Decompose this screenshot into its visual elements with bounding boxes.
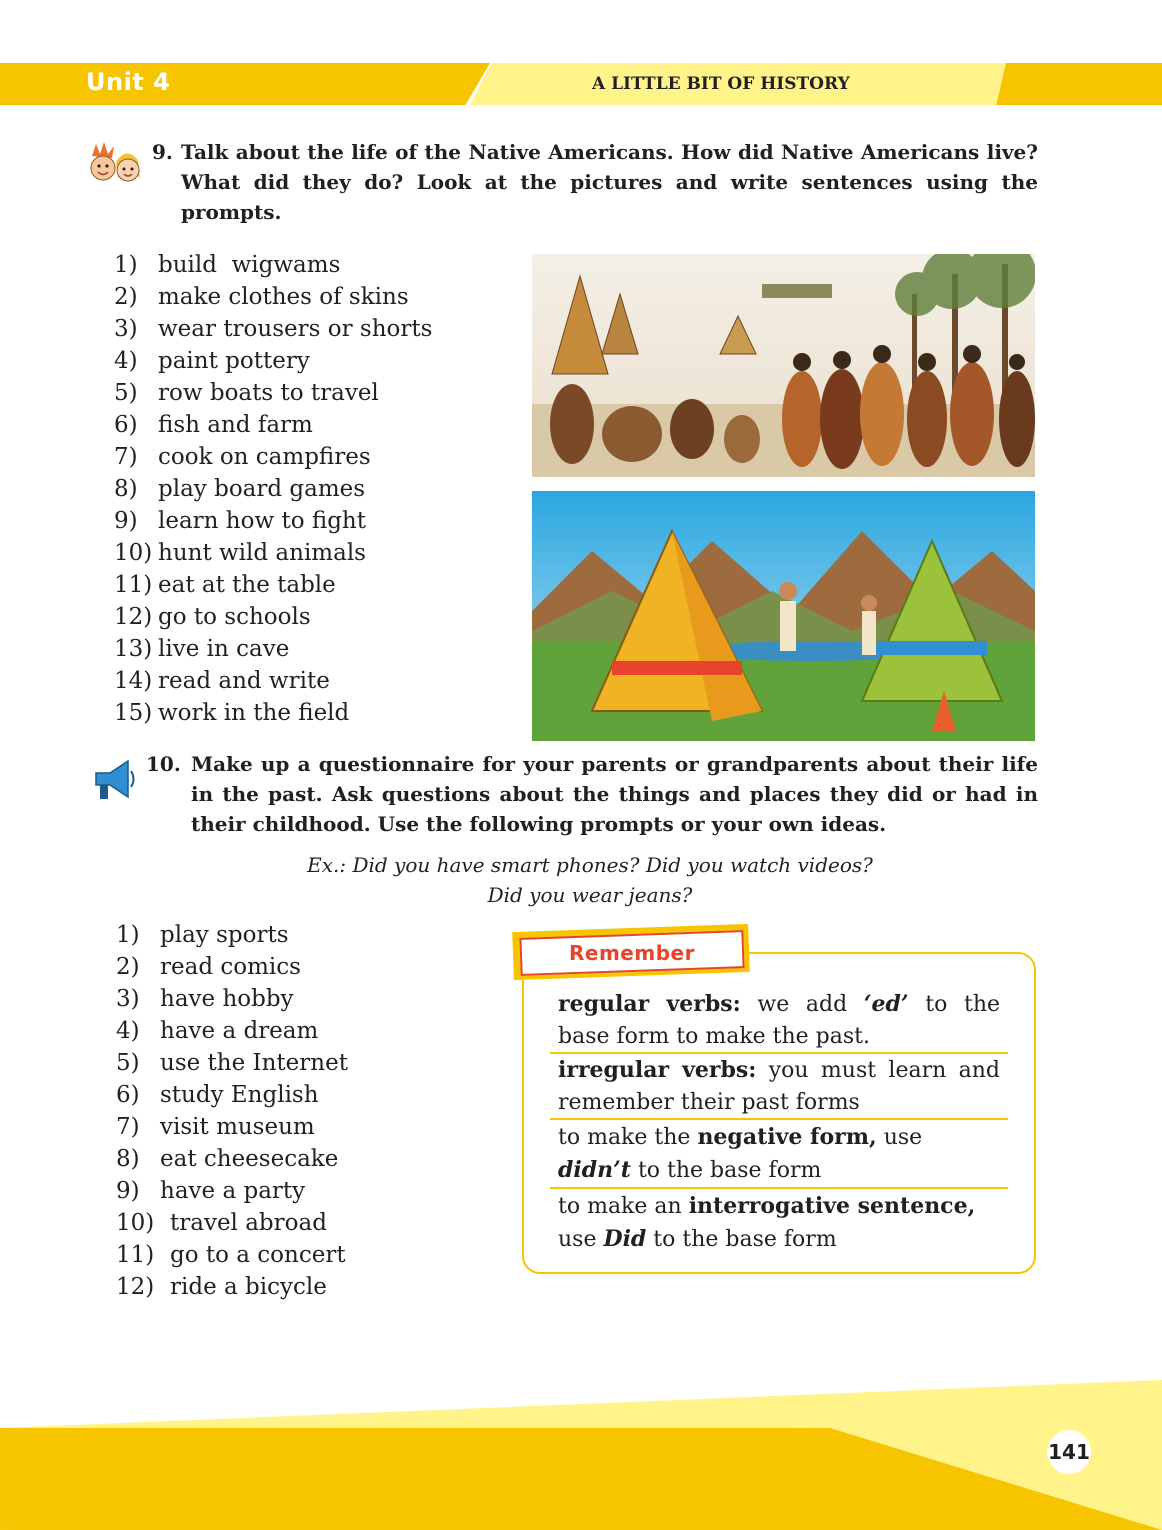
- list-item: [116, 1207, 348, 1239]
- remember-tab: [519, 930, 744, 976]
- rule-negative-form: [558, 1121, 1000, 1187]
- list-item-text: paint pottery: [158, 348, 310, 374]
- list-item-number: 13): [114, 636, 153, 662]
- rule-interrogative-end: to the base form: [646, 1227, 837, 1252]
- list-item-number: 4): [116, 1018, 140, 1044]
- example-line-2: Did you wear jeans?: [487, 883, 693, 907]
- list-item-number: 3): [116, 986, 140, 1012]
- unit-label: Unit 4: [86, 68, 171, 96]
- list-item-text: have hobby: [160, 986, 294, 1012]
- list-item-text: live in cave: [158, 636, 290, 662]
- list-item-text: study English: [160, 1082, 319, 1108]
- list-item-text: wear trousers or shorts: [158, 316, 433, 342]
- header-band-right: [996, 63, 1162, 105]
- rule-irregular-verbs: [558, 1054, 1000, 1119]
- exercise-10-instruction: Make up a questionnaire for your parents or grandparents about their life in the past. Ask questions about the things and places they did or had in their childhood. Use the following prompts or your own ideas.: [191, 752, 1038, 836]
- remember-label: Remember: [569, 941, 695, 966]
- list-item: [114, 313, 432, 345]
- list-item-text: eat at the table: [158, 572, 336, 598]
- list-item-number: 3): [114, 316, 138, 342]
- rule-negative-start: to make the: [558, 1125, 698, 1150]
- list-item: [114, 345, 432, 377]
- list-item-text: make clothes of skins: [158, 284, 409, 310]
- list-item-number: 5): [114, 380, 138, 406]
- list-item-number: 10): [116, 1210, 155, 1236]
- rule-regular-verbs-term: regular verbs:: [558, 991, 741, 1017]
- topic-title: A LITTLE BIT OF HISTORY: [592, 74, 850, 94]
- rule-regular-verbs-ending: ‘ed’: [863, 991, 909, 1017]
- exercise-9-instruction: Talk about the life of the Native Americans. How did Native Americans live? What did they do? Look at the pictures and write sentences using the prompts.: [181, 140, 1038, 224]
- list-item-number: 5): [116, 1050, 140, 1076]
- rule-irregular-verbs-term: irregular verbs:: [558, 1057, 757, 1083]
- list-item: [114, 537, 432, 569]
- list-item: [116, 1111, 348, 1143]
- list-item-number: 8): [114, 476, 138, 502]
- list-item-number: 12): [114, 604, 153, 630]
- list-item: [114, 441, 432, 473]
- list-item-number: 15): [114, 700, 153, 726]
- rule-irregular-verbs-text: you must learn and remember their past forms: [558, 1058, 1000, 1115]
- list-item-number: 7): [114, 444, 138, 470]
- rule-interrogative-term: interrogative sentence,: [688, 1193, 976, 1219]
- list-item: [114, 377, 432, 409]
- exercise-10-number: 10.: [146, 752, 181, 776]
- list-item-text: travel abroad: [170, 1210, 327, 1236]
- rule-regular-verbs: [558, 988, 1000, 1053]
- footer-band: [0, 1380, 1162, 1530]
- list-item-text: row boats to travel: [158, 380, 379, 406]
- list-item: [114, 249, 432, 281]
- list-item: [114, 633, 432, 665]
- header-band-left: [0, 63, 490, 105]
- list-item: [114, 665, 432, 697]
- list-item-number: 11): [114, 572, 153, 598]
- list-item-number: 8): [116, 1146, 140, 1172]
- list-item-number: 9): [116, 1178, 140, 1204]
- list-item: [116, 983, 348, 1015]
- list-item-text: ride a bicycle: [170, 1274, 327, 1300]
- list-item-number: 1): [114, 252, 138, 278]
- example-line-1: Ex.: Did you have smart phones? Did you watch videos?: [307, 853, 873, 877]
- list-item: [116, 1047, 348, 1079]
- list-item: [114, 409, 432, 441]
- list-item-text: have a party: [160, 1178, 306, 1204]
- rule-separator: [550, 1187, 1008, 1189]
- list-item-text: go to schools: [158, 604, 311, 630]
- list-item-text: fish and farm: [158, 412, 313, 438]
- list-item-text: visit museum: [160, 1114, 315, 1140]
- list-item-number: 2): [116, 954, 140, 980]
- rule-negative-mid: use: [876, 1125, 923, 1150]
- list-item-text: have a dream: [160, 1018, 319, 1044]
- list-item: [116, 1143, 348, 1175]
- list-item-number: 6): [116, 1082, 140, 1108]
- rule-negative-end: to the base form: [630, 1158, 822, 1183]
- list-item: [116, 1239, 348, 1271]
- list-item: [116, 1079, 348, 1111]
- rule-interrogative-auxiliary: Did: [603, 1226, 647, 1252]
- list-item-number: 2): [114, 284, 138, 310]
- list-item-text: go to a concert: [170, 1242, 346, 1268]
- list-item-text: read comics: [160, 954, 301, 980]
- rule-separator: [550, 1118, 1008, 1120]
- list-item-number: 1): [116, 922, 140, 948]
- rule-regular-verbs-text: to the base form to make the past.: [558, 992, 1001, 1049]
- exercise-10-prompt-list: [116, 919, 348, 1303]
- list-item-text: cook on campfires: [158, 444, 371, 470]
- rule-negative-term: negative form,: [697, 1124, 877, 1150]
- list-item-number: 11): [116, 1242, 155, 1268]
- list-item: [114, 281, 432, 313]
- list-item-text: play sports: [160, 922, 289, 948]
- list-item-text: eat cheesecake: [160, 1146, 339, 1172]
- list-item: [116, 1175, 348, 1207]
- rule-interrogative-mid: use: [558, 1227, 604, 1252]
- megaphone-icon: [88, 755, 138, 809]
- list-item-text: play board games: [158, 476, 366, 502]
- native-americans-engraving-image: [532, 254, 1035, 477]
- list-item-number: 12): [116, 1274, 155, 1300]
- list-item-number: 14): [114, 668, 153, 694]
- list-item-number: 7): [116, 1114, 140, 1140]
- children-faces-icon: [86, 142, 146, 196]
- list-item-text: build wigwams: [158, 252, 341, 278]
- list-item-text: hunt wild animals: [158, 540, 366, 566]
- list-item: [116, 1271, 348, 1303]
- list-item: [116, 951, 348, 983]
- list-item-number: 9): [114, 508, 138, 534]
- page-number: 141: [1047, 1430, 1091, 1474]
- list-item: [114, 505, 432, 537]
- list-item-number: 10): [114, 540, 153, 566]
- exercise-9-number: 9.: [152, 140, 173, 164]
- list-item: [114, 473, 432, 505]
- exercise-9-prompt-list: [114, 249, 432, 729]
- rule-interrogative-start: to make an: [558, 1194, 689, 1219]
- list-item-text: learn how to fight: [158, 508, 366, 534]
- list-item: [116, 919, 348, 951]
- list-item-text: read and write: [158, 668, 330, 694]
- list-item: [116, 1015, 348, 1047]
- list-item-text: use the Internet: [160, 1050, 348, 1076]
- list-item: [114, 697, 432, 729]
- list-item-number: 4): [114, 348, 138, 374]
- rule-interrogative: [558, 1190, 1000, 1256]
- list-item-number: 6): [114, 412, 138, 438]
- rule-regular-verbs-mid: we add: [740, 992, 864, 1017]
- list-item-text: work in the field: [158, 700, 350, 726]
- rule-negative-auxiliary: didn’t: [558, 1157, 631, 1183]
- teepee-village-illustration: [532, 491, 1035, 741]
- list-item: [114, 569, 432, 601]
- list-item: [114, 601, 432, 633]
